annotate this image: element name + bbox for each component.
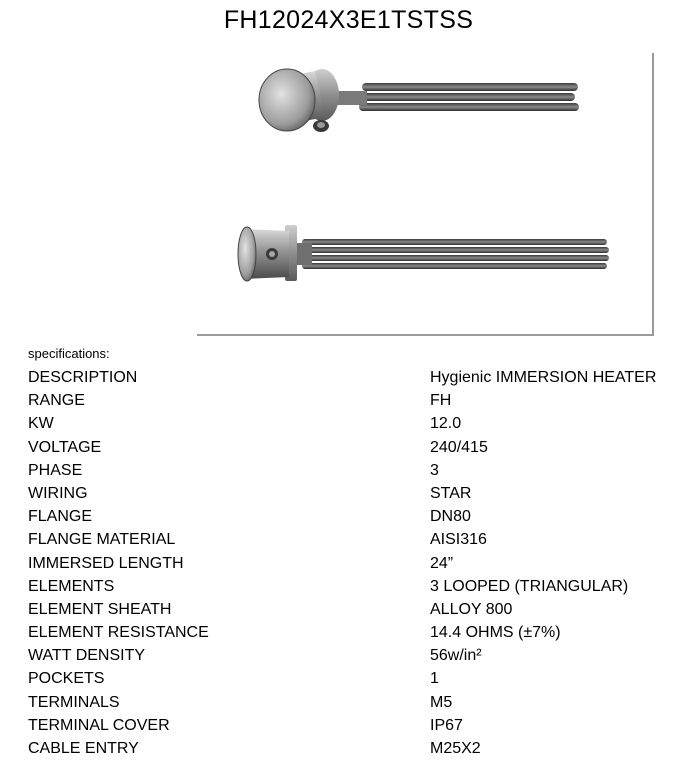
spec-label: IMMERSED LENGTH: [28, 554, 184, 572]
spec-row: [28, 389, 688, 412]
spec-value: 3 LOOPED (TRIANGULAR): [430, 577, 629, 595]
heater-side-view: [238, 225, 609, 281]
spec-label: RANGE: [28, 392, 85, 410]
spec-row: [28, 366, 688, 389]
spec-label: POCKETS: [28, 670, 105, 688]
spec-label: FLANGE MATERIAL: [28, 531, 176, 549]
spec-label: WATT DENSITY: [28, 647, 146, 665]
spec-value: Hygienic IMMERSION HEATER: [430, 369, 657, 386]
spec-value: 56w/in²: [430, 647, 482, 665]
spec-row: [28, 505, 688, 528]
spec-value: 3: [430, 461, 439, 479]
spec-value: M5: [430, 693, 453, 711]
spec-label: PHASE: [28, 461, 83, 479]
spec-value: ALLOY 800: [430, 600, 513, 618]
spec-label: KW: [28, 415, 54, 433]
spec-value: STAR: [430, 484, 472, 502]
specifications-table: [28, 366, 688, 760]
spec-label: FLANGE: [28, 508, 93, 526]
spec-label: ELEMENTS: [28, 577, 115, 595]
specifications-heading: specifications:: [28, 346, 110, 361]
spec-value: 12.0: [430, 415, 462, 433]
spec-value: IP67: [430, 716, 463, 734]
spec-value: FH: [430, 392, 452, 410]
spec-label: CABLE ENTRY: [28, 740, 139, 757]
spec-value: 14.4 OHMS (±7%): [430, 624, 561, 642]
spec-label: TERMINALS: [28, 693, 120, 711]
spec-row: [28, 598, 688, 621]
spec-row: [28, 412, 688, 435]
spec-value: 240/415: [430, 438, 488, 456]
spec-label: ELEMENT SHEATH: [28, 600, 172, 618]
product-code-title: FH12024X3E1TSTSS: [223, 6, 474, 34]
spec-label: DESCRIPTION: [28, 369, 138, 386]
spec-row: [28, 528, 688, 551]
product-image: [197, 53, 654, 336]
spec-value: M25X2: [430, 740, 481, 757]
spec-row: [28, 552, 688, 575]
spec-label: WIRING: [28, 484, 88, 502]
spec-row: [28, 691, 688, 714]
spec-row: [28, 667, 688, 690]
spec-row: [28, 737, 688, 760]
spec-row: [28, 644, 688, 667]
immersion-heater-illustration: [197, 53, 652, 334]
spec-value: 1: [430, 670, 439, 688]
spec-row: [28, 459, 688, 482]
spec-row: [28, 575, 688, 598]
spec-label: ELEMENT RESISTANCE: [28, 624, 209, 642]
spec-row: [28, 621, 688, 644]
spec-row: [28, 714, 688, 737]
spec-row: [28, 436, 688, 459]
heater-angled-view: [259, 69, 579, 132]
spec-value: DN80: [430, 508, 471, 526]
spec-label: TERMINAL COVER: [28, 716, 170, 734]
spec-value: AISI316: [430, 531, 487, 549]
spec-row: [28, 482, 688, 505]
spec-label: VOLTAGE: [28, 438, 102, 456]
spec-value: 24”: [430, 554, 454, 572]
